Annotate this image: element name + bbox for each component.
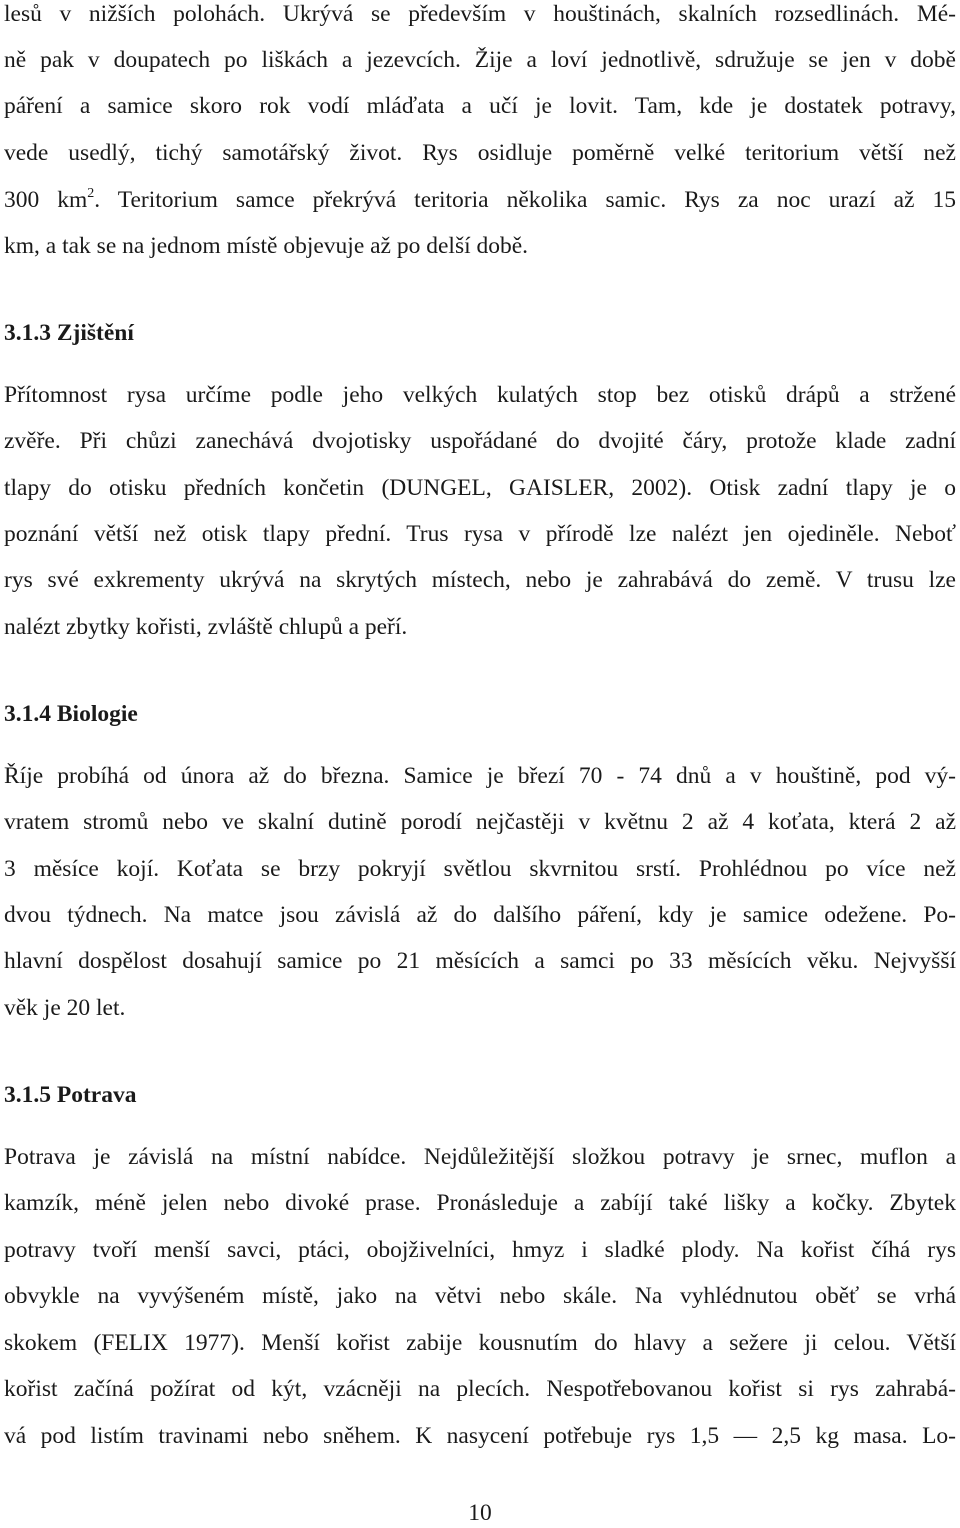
section-heading: 3.1.5 Potrava <box>4 1082 137 1108</box>
text-line: vede usedlý, tichý samotářský život. Rys osidluje poměrně velké teritorium větší než <box>4 140 956 166</box>
text-line: vratem stromů nebo ve skalní dutině porodí nejčastěji v květnu 2 až 4 koťata, která 2 až <box>4 809 956 835</box>
section-heading: 3.1.4 Biologie <box>4 701 138 727</box>
text-line: vá pod listím travinami nebo sněhem. K nasycení potřebuje rys 1,5 — 2,5 kg masa. Lo- <box>4 1423 956 1449</box>
text-line: potravy tvoří menší savci, ptáci, obojživelníci, hmyz i sladké plody. Na kořist číhá rys <box>4 1237 956 1263</box>
text-line: nalézt zbytky kořisti, zvláště chlupů a peří. <box>4 614 408 640</box>
section-heading: 3.1.3 Zjištění <box>4 320 134 346</box>
text-line: kamzík, méně jelen nebo divoké prase. Pronásleduje a zabíjí také lišky a kočky. Zbytek <box>4 1190 956 1216</box>
text-line: kořist začíná požírat od kýt, vzácněji na plecích. Nespotřebovanou kořist si rys zahrabá- <box>4 1376 956 1402</box>
text-line: věk je 20 let. <box>4 995 126 1021</box>
text-line: hlavní dospělost dosahují samice po 21 měsících a samci po 33 měsících věku. Nejvyšší <box>4 948 956 974</box>
text-line: zvěře. Při chůzi zanechává dvojotisky uspořádané do dvojité čáry, protože klade zadní <box>4 428 956 454</box>
text-line: Říje probíhá od února až do března. Samice je březí 70 - 74 dnů a v houštině, pod vý- <box>4 763 956 789</box>
text-line: skokem (FELIX 1977). Menší kořist zabije kousnutím do hlavy a sežere ji celou. Větší <box>4 1330 956 1356</box>
text-line: poznání větší než otisk tlapy přední. Trus rysa v přírodě lze nalézt jen ojediněle. Neboť <box>4 521 956 547</box>
text-line: páření a samice skoro rok vodí mláďata a učí je lovit. Tam, kde je dostatek potravy, <box>4 93 956 119</box>
text-line: km, a tak se na jednom místě objevuje až po delší době. <box>4 233 529 259</box>
text-line: tlapy do otisku předních končetin (DUNGEL, GAISLER, 2002). Otisk zadní tlapy je o <box>4 475 956 501</box>
text-line: Potrava je závislá na místní nabídce. Nejdůležitější složkou potravy je srnec, muflon a <box>4 1144 956 1170</box>
superscript: 2 <box>87 186 95 201</box>
page-number: 10 <box>468 1500 492 1526</box>
text-line: 3 měsíce kojí. Koťata se brzy pokryjí světlou skvrnitou srstí. Prohlédnou po více než <box>4 856 956 882</box>
text-line: Přítomnost rysa určíme podle jeho velkých kulatých stop bez otisků drápů a stržené <box>4 382 956 408</box>
text-fragment: 300 km <box>4 187 88 213</box>
text-line <box>4 186 956 214</box>
text-line: ně pak v doupatech po liškách a jezevcích. Žije a loví jednotlivě, sdružuje se jen v době <box>4 47 956 73</box>
text-line: rys své exkrementy ukrývá na skrytých místech, nebo je zahrabává do země. V trusu lze <box>4 567 956 593</box>
text-line: lesů v nižších polohách. Ukrývá se především v houštinách, skalních rozsedlinách. Mé- <box>4 1 956 27</box>
text-fragment: . Teritorium samce překrývá teritoria několika samic. Rys za noc urazí až 15 <box>94 187 956 213</box>
text-line: dvou týdnech. Na matce jsou závislá až do dalšího páření, kdy je samice odežene. Po- <box>4 902 956 928</box>
text-line: obvykle na vyvýšeném místě, jako na větvi nebo skále. Na vyhlédnutou oběť se vrhá <box>4 1283 956 1309</box>
